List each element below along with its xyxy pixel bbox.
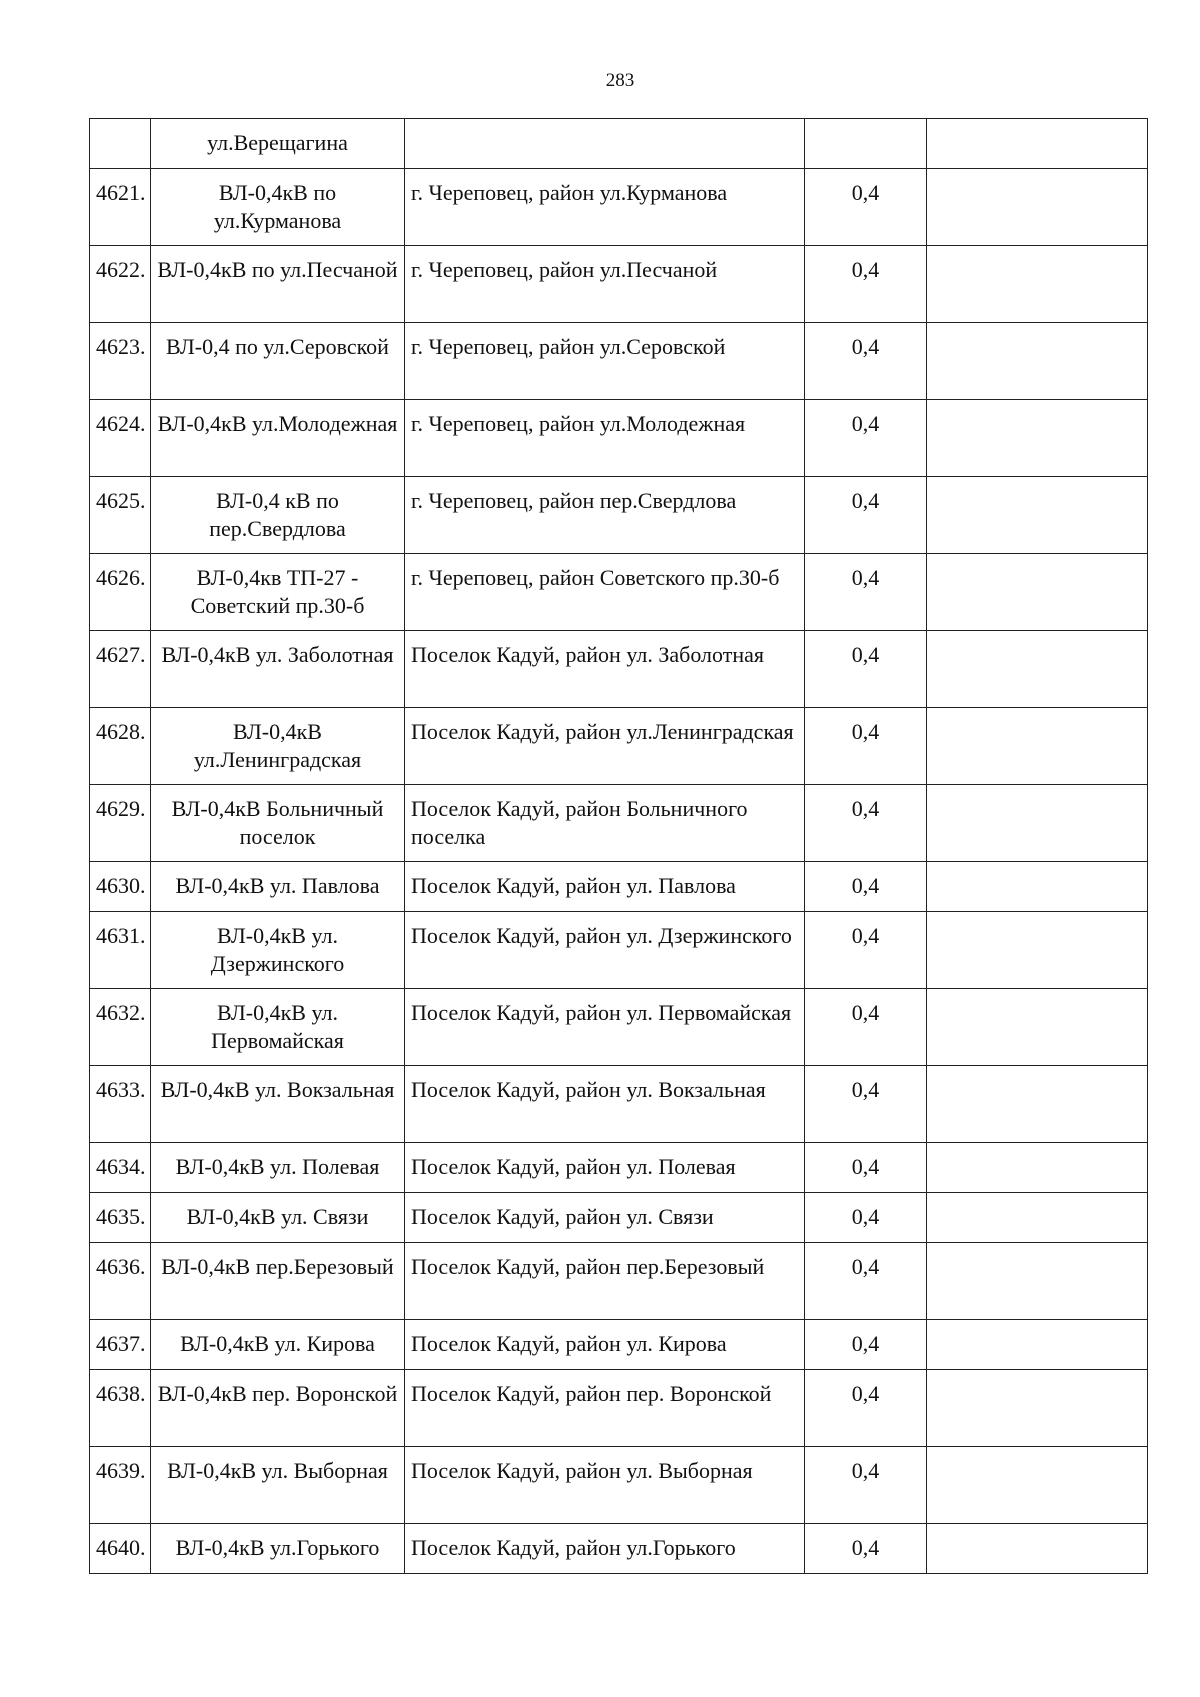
line-name-cell: ВЛ-0,4кВ ул. Первомайская xyxy=(151,989,405,1066)
extra-cell xyxy=(927,1524,1148,1574)
voltage-cell: 0,4 xyxy=(805,477,927,554)
extra-cell xyxy=(927,1143,1148,1193)
location-cell: Поселок Кадуй, район ул.Горького xyxy=(405,1524,805,1574)
location-cell: Поселок Кадуй, район ул.Ленинградская xyxy=(405,708,805,785)
line-name-cell: ВЛ-0,4кВ ул. Выборная xyxy=(151,1447,405,1524)
row-number-cell: 4629. xyxy=(90,785,151,862)
location-cell: г. Череповец, район ул.Курманова xyxy=(405,169,805,246)
location-cell: Поселок Кадуй, район ул. Вокзальная xyxy=(405,1066,805,1143)
location-cell: Поселок Кадуй, район ул. Кирова xyxy=(405,1320,805,1370)
extra-cell xyxy=(927,1243,1148,1320)
voltage-cell: 0,4 xyxy=(805,246,927,323)
row-number-cell: 4627. xyxy=(90,631,151,708)
line-name-cell: ВЛ-0,4кВ ул. Кирова xyxy=(151,1320,405,1370)
line-name-cell: ВЛ-0,4кВ ул. Дзержинского xyxy=(151,912,405,989)
extra-cell xyxy=(927,989,1148,1066)
table-row xyxy=(90,323,1148,400)
row-number-cell: 4639. xyxy=(90,1447,151,1524)
row-number-cell: 4637. xyxy=(90,1320,151,1370)
location-cell: Поселок Кадуй, район ул. Заболотная xyxy=(405,631,805,708)
line-name-cell: ВЛ-0,4кВ пер. Воронской xyxy=(151,1370,405,1447)
extra-cell xyxy=(927,785,1148,862)
line-name-cell: ВЛ-0,4кВ ул. Полевая xyxy=(151,1143,405,1193)
voltage-cell: 0,4 xyxy=(805,1370,927,1447)
table-row xyxy=(90,1143,1148,1193)
line-name-cell: ВЛ-0,4кВ ул.Молодежная xyxy=(151,400,405,477)
row-number-cell: 4630. xyxy=(90,862,151,912)
row-number-cell: 4623. xyxy=(90,323,151,400)
row-number-cell: 4640. xyxy=(90,1524,151,1574)
table-row xyxy=(90,1320,1148,1370)
line-name-cell: ВЛ-0,4кВ по ул.Курманова xyxy=(151,169,405,246)
row-number-cell: 4628. xyxy=(90,708,151,785)
table-row xyxy=(90,912,1148,989)
location-cell xyxy=(405,119,805,169)
location-cell: Поселок Кадуй, район ул. Выборная xyxy=(405,1447,805,1524)
line-name-cell: ВЛ-0,4 по ул.Серовской xyxy=(151,323,405,400)
table-row xyxy=(90,631,1148,708)
line-name-cell: ВЛ-0,4кВ ул. Павлова xyxy=(151,862,405,912)
extra-cell xyxy=(927,323,1148,400)
extra-cell xyxy=(927,1320,1148,1370)
extra-cell xyxy=(927,477,1148,554)
table-row xyxy=(90,400,1148,477)
registry-table xyxy=(89,118,1148,1574)
location-cell: Поселок Кадуй, район ул. Связи xyxy=(405,1193,805,1243)
location-cell: Поселок Кадуй, район ул. Павлова xyxy=(405,862,805,912)
page-number: 283 xyxy=(605,70,635,91)
extra-cell xyxy=(927,554,1148,631)
extra-cell xyxy=(927,400,1148,477)
line-name-cell: ВЛ-0,4кВ ул. Вокзальная xyxy=(151,1066,405,1143)
table-row xyxy=(90,708,1148,785)
table-row xyxy=(90,1524,1148,1574)
extra-cell xyxy=(927,1447,1148,1524)
table-row xyxy=(90,1243,1148,1320)
table-row xyxy=(90,1193,1148,1243)
row-number-cell: 4621. xyxy=(90,169,151,246)
table-row-continuation xyxy=(90,119,1148,169)
table-row xyxy=(90,1370,1148,1447)
extra-cell xyxy=(927,1193,1148,1243)
extra-cell xyxy=(927,862,1148,912)
line-name-cell: ВЛ-0,4кв ТП-27 - Советский пр.30-б xyxy=(151,554,405,631)
location-cell: Поселок Кадуй, район Больничного поселка xyxy=(405,785,805,862)
extra-cell xyxy=(927,631,1148,708)
voltage-cell: 0,4 xyxy=(805,1143,927,1193)
table-row xyxy=(90,169,1148,246)
voltage-cell: 0,4 xyxy=(805,1193,927,1243)
row-number-cell: 4638. xyxy=(90,1370,151,1447)
voltage-cell: 0,4 xyxy=(805,1524,927,1574)
location-cell: г. Череповец, район пер.Свердлова xyxy=(405,477,805,554)
voltage-cell: 0,4 xyxy=(805,785,927,862)
table-row xyxy=(90,1447,1148,1524)
voltage-cell xyxy=(805,119,927,169)
row-number-cell: 4631. xyxy=(90,912,151,989)
line-name-cell: ВЛ-0,4 кВ по пер.Свердлова xyxy=(151,477,405,554)
location-cell: г. Череповец, район ул.Песчаной xyxy=(405,246,805,323)
line-name-cell: ВЛ-0,4кВ ул.Ленинградская xyxy=(151,708,405,785)
location-cell: Поселок Кадуй, район ул. Дзержинского xyxy=(405,912,805,989)
voltage-cell: 0,4 xyxy=(805,400,927,477)
line-name-cell: ВЛ-0,4кВ ул. Связи xyxy=(151,1193,405,1243)
line-name-cell: ВЛ-0,4кВ ул.Горького xyxy=(151,1524,405,1574)
row-number-cell: 4626. xyxy=(90,554,151,631)
voltage-cell: 0,4 xyxy=(805,323,927,400)
voltage-cell: 0,4 xyxy=(805,862,927,912)
row-number-cell: 4632. xyxy=(90,989,151,1066)
table-row xyxy=(90,989,1148,1066)
location-cell: Поселок Кадуй, район пер. Воронской xyxy=(405,1370,805,1447)
extra-cell xyxy=(927,912,1148,989)
voltage-cell: 0,4 xyxy=(805,1066,927,1143)
extra-cell xyxy=(927,1370,1148,1447)
table-row xyxy=(90,246,1148,323)
row-number-cell: 4633. xyxy=(90,1066,151,1143)
row-number-cell: 4624. xyxy=(90,400,151,477)
table-row xyxy=(90,785,1148,862)
extra-cell xyxy=(927,119,1148,169)
row-number-cell: 4636. xyxy=(90,1243,151,1320)
extra-cell xyxy=(927,246,1148,323)
location-cell: г. Череповец, район ул.Молодежная xyxy=(405,400,805,477)
table-row xyxy=(90,554,1148,631)
row-number-cell: 4625. xyxy=(90,477,151,554)
location-cell: Поселок Кадуй, район ул. Полевая xyxy=(405,1143,805,1193)
voltage-cell: 0,4 xyxy=(805,554,927,631)
table-row xyxy=(90,1066,1148,1143)
extra-cell xyxy=(927,1066,1148,1143)
voltage-cell: 0,4 xyxy=(805,1447,927,1524)
row-number-cell: 4635. xyxy=(90,1193,151,1243)
location-cell: Поселок Кадуй, район ул. Первомайская xyxy=(405,989,805,1066)
line-name-cell: ВЛ-0,4кВ Больничный поселок xyxy=(151,785,405,862)
registry-table-body xyxy=(90,119,1148,1574)
voltage-cell: 0,4 xyxy=(805,631,927,708)
table-row xyxy=(90,862,1148,912)
voltage-cell: 0,4 xyxy=(805,912,927,989)
row-number-cell: 4622. xyxy=(90,246,151,323)
voltage-cell: 0,4 xyxy=(805,1243,927,1320)
location-cell: г. Череповец, район Советского пр.30-б xyxy=(405,554,805,631)
voltage-cell: 0,4 xyxy=(805,989,927,1066)
extra-cell xyxy=(927,169,1148,246)
location-cell: Поселок Кадуй, район пер.Березовый xyxy=(405,1243,805,1320)
line-name-cell: ул.Верещагина xyxy=(151,119,405,169)
line-name-cell: ВЛ-0,4кВ пер.Березовый xyxy=(151,1243,405,1320)
voltage-cell: 0,4 xyxy=(805,1320,927,1370)
extra-cell xyxy=(927,708,1148,785)
line-name-cell: ВЛ-0,4кВ по ул.Песчаной xyxy=(151,246,405,323)
table-row xyxy=(90,477,1148,554)
voltage-cell: 0,4 xyxy=(805,169,927,246)
row-number-cell xyxy=(90,119,151,169)
voltage-cell: 0,4 xyxy=(805,708,927,785)
row-number-cell: 4634. xyxy=(90,1143,151,1193)
location-cell: г. Череповец, район ул.Серовской xyxy=(405,323,805,400)
line-name-cell: ВЛ-0,4кВ ул. Заболотная xyxy=(151,631,405,708)
